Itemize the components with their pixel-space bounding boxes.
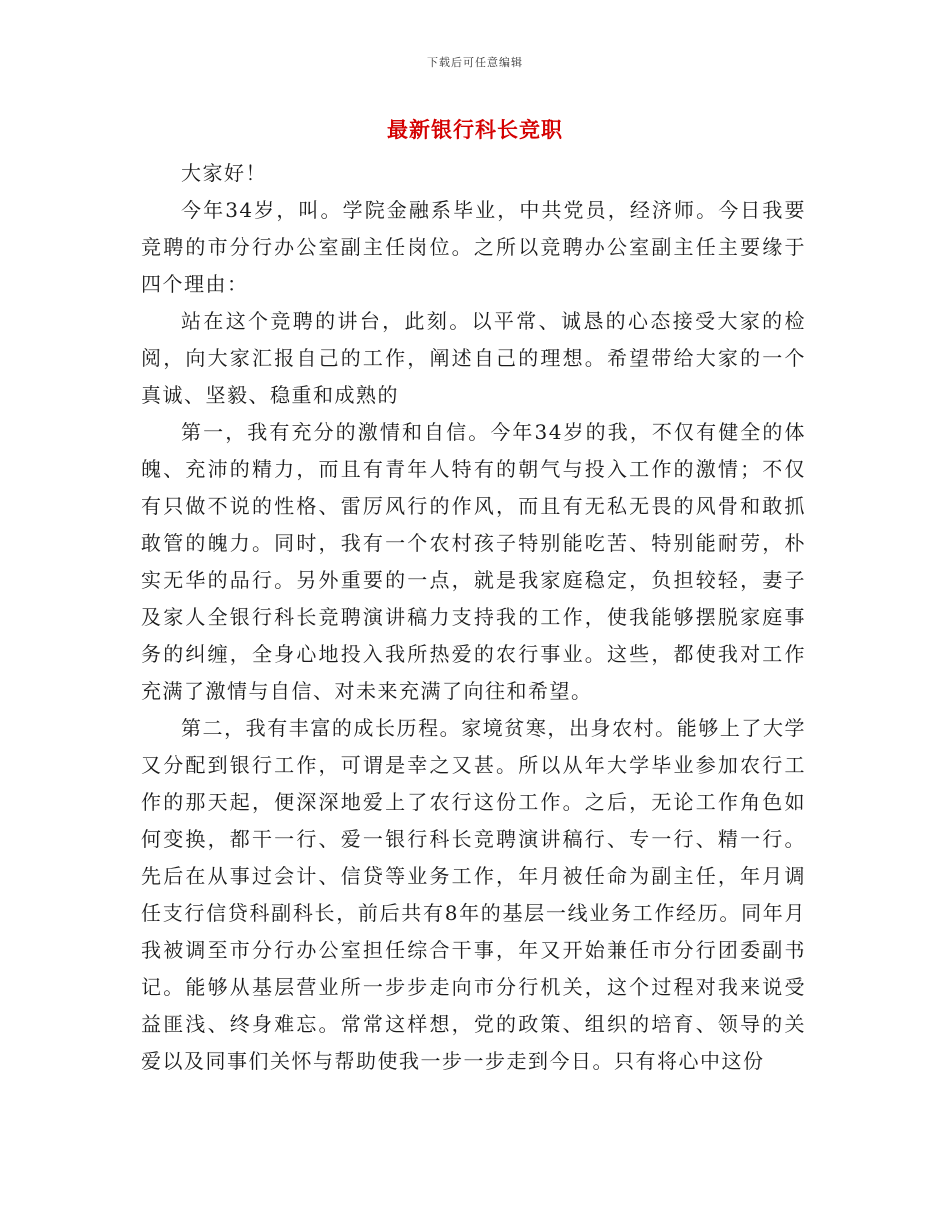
paragraph-greeting: 大家好！ <box>181 161 267 185</box>
document-title: 最新银行科长竞职 <box>387 117 563 142</box>
page-header: 下载后可任意编辑 <box>427 56 523 69</box>
paragraph-reason-two: 第二，我有丰富的成长历程。家境贫寒，出身农村。能够上了大学又分配到银行工作，可谓是幸之又甚。所以从年大学毕业参加农行工作的那天起，便深深地爱上了农行这份工作。之后，无论工作角色如何变换，都干一行、爱一银行科长竞聘演讲稿行、专一行、精一行。先后在从事过会计、信贷等业务工作，年月被任命为副主任，年月调任支行信贷科副科长，前后共有8年的基层一线业务工作经历。同年月我被调至市分行办公室担任综合干事，年又开始兼任市分行团委副书记。能够从基层营业所一步步走向市分行机关，这个过程对我来说受益匪浅、终身难忘。常常这样想，党的政策、组织的培育、领导的关爱以及同事们关怀与帮助使我一步一步走到今日。只有将心中这份 <box>141 716 806 1073</box>
paragraph-podium: 站在这个竞聘的讲台，此刻。以平常、诚恳的心态接受大家的检阅，向大家汇报自己的工作，阐述自己的理想。希望带给大家的一个真诚、坚毅、稳重和成熟的 <box>141 309 806 407</box>
document-body <box>141 155 806 1080</box>
paragraph-reason-one: 第一，我有充分的激情和自信。今年34岁的我，不仅有健全的体魄、充沛的精力，而且有青年人特有的朝气与投入工作的激情；不仅有只做不说的性格、雷厉风行的作风，而且有无私无畏的风骨和敢抓敢管的魄力。同时，我有一个农村孩子特别能吃苦、特别能耐劳，朴实无华的品行。另外重要的一点，就是我家庭稳定，负担较轻，妻子及家人全银行科长竞聘演讲稿力支持我的工作，使我能够摆脱家庭事务的纠缠，全身心地投入我所热爱的农行事业。这些，都使我对工作充满了激情与自信、对未来充满了向往和希望。 <box>141 420 806 703</box>
paragraph-introduction: 今年34岁，叫。学院金融系毕业，中共党员，经济师。今日我要竞聘的市分行办公室副主任岗位。之所以竞聘办公室副主任主要缘于四个理由： <box>141 198 806 296</box>
